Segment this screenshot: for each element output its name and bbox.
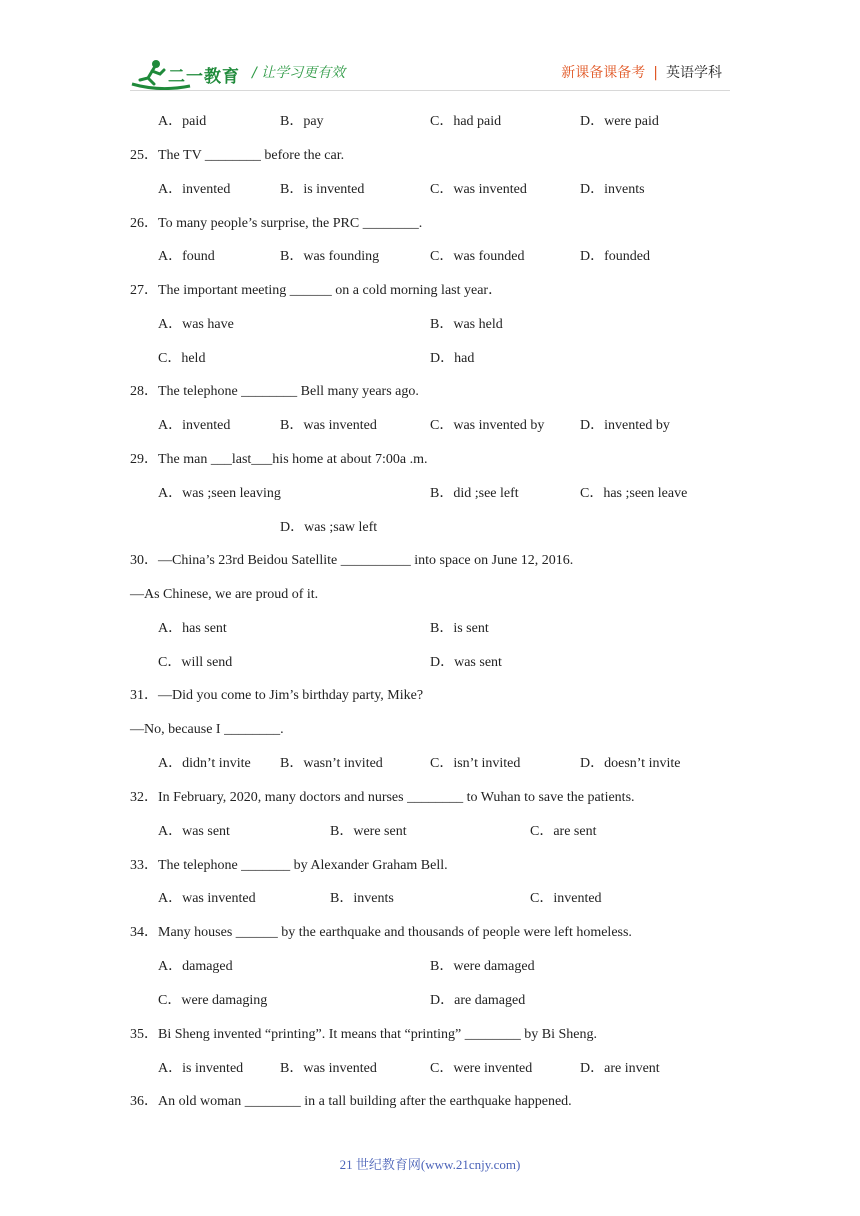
- question-text: The TV ________ before the car.: [158, 148, 345, 163]
- question-stem: [130, 451, 427, 469]
- option: C．was founded: [430, 249, 525, 264]
- option: A．didn’t invite: [158, 756, 251, 771]
- option: A．found: [158, 249, 215, 264]
- option: C．will send: [158, 655, 233, 670]
- option: B．were damaged: [430, 959, 535, 974]
- header-subject: [561, 62, 722, 82]
- header-slogan: / 让学习更有效: [252, 65, 346, 81]
- option: D．were paid: [580, 114, 659, 129]
- option: A．invented: [158, 182, 231, 197]
- option: A．has sent: [158, 621, 227, 636]
- question-number: 33．: [130, 858, 158, 873]
- page-header: [0, 0, 860, 100]
- option: A．was ;seen leaving: [158, 486, 281, 501]
- question-stem: [130, 147, 344, 165]
- dialogue-reply: —No, because I ________.: [130, 722, 284, 737]
- option: C．was invented: [430, 182, 527, 197]
- option: A．paid: [158, 114, 207, 129]
- option: C．held: [158, 351, 206, 366]
- question-number: 28．: [130, 384, 158, 399]
- question-stem: [130, 552, 573, 570]
- header-separator: |: [653, 65, 658, 81]
- option: D．was sent: [430, 655, 502, 670]
- option: B．is sent: [430, 621, 489, 636]
- question-number: 36．: [130, 1094, 158, 1109]
- option: B．did ;see left: [430, 486, 519, 501]
- question-text: —Did you come to Jim’s birthday party, Mike?: [158, 688, 424, 703]
- question-stem: [130, 1026, 597, 1044]
- question-stem: [130, 1093, 572, 1111]
- question-number: 29．: [130, 452, 158, 467]
- question-stem: [130, 789, 635, 807]
- option: A．was sent: [158, 824, 230, 839]
- option: C．had paid: [430, 114, 502, 129]
- option: D．are damaged: [430, 993, 526, 1008]
- question-text: The important meeting ______ on a cold morning last year．: [158, 283, 503, 298]
- logo-text: 二一教育: [168, 67, 240, 87]
- option: A．damaged: [158, 959, 233, 974]
- question-number: 25．: [130, 148, 158, 163]
- question-text: In February, 2020, many doctors and nurses ________ to Wuhan to save the patients.: [158, 790, 635, 805]
- option: B．was invented: [280, 1061, 377, 1076]
- option: C．invented: [530, 891, 602, 906]
- question-number: 31．: [130, 688, 158, 703]
- question-text: An old woman ________ in a tall building after the earthquake happened.: [158, 1094, 572, 1109]
- header-divider: [130, 90, 730, 91]
- header-subject-name: 英语学科: [666, 65, 722, 81]
- option: D．had: [430, 351, 475, 366]
- question-text: The telephone ________ Bell many years ago.: [158, 384, 419, 399]
- option: A．was invented: [158, 891, 256, 906]
- question-stem: [130, 215, 422, 233]
- option: D．was ;saw left: [280, 520, 378, 535]
- option: A．invented: [158, 418, 231, 433]
- option: D．doesn’t invite: [580, 756, 681, 771]
- question-stem: [130, 687, 423, 705]
- question-stem: [130, 924, 632, 942]
- option: D．invented by: [580, 418, 670, 433]
- option: D．are invent: [580, 1061, 660, 1076]
- option: B．wasn’t invited: [280, 756, 383, 771]
- dialogue-reply: —As Chinese, we are proud of it.: [130, 587, 319, 602]
- option: B．pay: [280, 114, 324, 129]
- question-text: To many people’s surprise, the PRC ________.: [158, 216, 423, 231]
- option: C．isn’t invited: [430, 756, 521, 771]
- question-text: Many houses ______ by the earthquake and thousands of people were left homeless.: [158, 925, 632, 940]
- option: C．has ;seen leave: [580, 486, 688, 501]
- question-text: The telephone _______ by Alexander Graham Bell.: [158, 858, 448, 873]
- option: C．was invented by: [430, 418, 545, 433]
- header-course: 新课备课备考: [561, 65, 646, 81]
- question-text: —China’s 23rd Beidou Satellite __________ into space on June 12, 2016.: [158, 553, 574, 568]
- question-text: The man ___last___his home at about 7:00a .m.: [158, 452, 428, 467]
- option: B．is invented: [280, 182, 365, 197]
- option: A．is invented: [158, 1061, 244, 1076]
- question-number: 30．: [130, 553, 158, 568]
- question-number: 35．: [130, 1027, 158, 1042]
- option: D．invents: [580, 182, 645, 197]
- option: C．were invented: [430, 1061, 533, 1076]
- option: C．were damaging: [158, 993, 268, 1008]
- option: B．was invented: [280, 418, 377, 433]
- question-stem: [130, 383, 419, 401]
- question-number: 27．: [130, 283, 158, 298]
- page-footer: 21 世纪教育网(www.21cnjy.com): [339, 1157, 521, 1172]
- question-number: 32．: [130, 790, 158, 805]
- question-text: Bi Sheng invented “printing”. It means that “printing” ________ by Bi Sheng.: [158, 1027, 597, 1042]
- option: B．was founding: [280, 249, 380, 264]
- option: C．are sent: [530, 824, 597, 839]
- option: D．founded: [580, 249, 650, 264]
- question-stem: [130, 857, 448, 875]
- question-number: 34．: [130, 925, 158, 940]
- option: B．was held: [430, 317, 503, 332]
- option: A．was have: [158, 317, 234, 332]
- question-stem: [130, 282, 502, 300]
- option: B．were sent: [330, 824, 407, 839]
- question-number: 26．: [130, 216, 158, 231]
- option: B．invents: [330, 891, 394, 906]
